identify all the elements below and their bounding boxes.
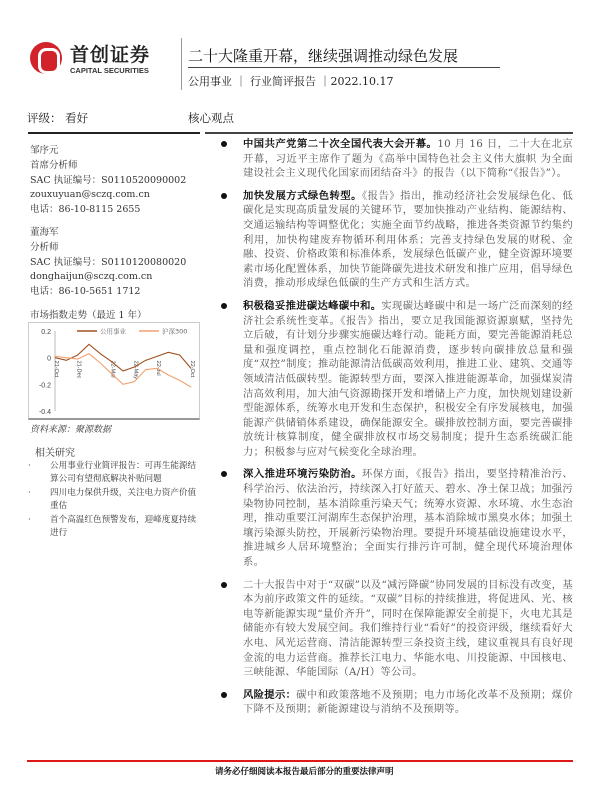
x-tick-label: 22-May [132, 360, 139, 380]
chart-source: 资料来源：聚源数据 [30, 425, 112, 435]
data-point [179, 355, 180, 356]
footer-disclaimer: 请务必仔细阅读本报告最后部分的重要法律声明 [215, 767, 394, 777]
analyst-title: 分析师 [30, 241, 59, 253]
analyst-list [30, 144, 202, 308]
x-tick-label: 21-Dec [75, 360, 82, 379]
analyst-card [30, 144, 202, 218]
risk-warning [221, 688, 573, 717]
bullet-icon: · [28, 461, 31, 471]
legend-label: 沪深300 [162, 327, 188, 336]
y-tick-label: -0.2 [38, 382, 51, 390]
data-point [123, 384, 124, 385]
report-subtitle: 公用事业 ｜ 行业简评报告 ｜2022.10.17 [188, 75, 394, 88]
related-title: 相关研究 [35, 448, 75, 459]
analyst-sac: SAC 执证编号：S0110520090002 [30, 174, 187, 186]
data-point [100, 363, 101, 364]
key-point-text: 实现碳达峰碳中和是一场广泛而深刻的经济社会系统性变革。《报告》指出，要立足我国能源资源禀赋，坚持先立后破，有计划分步骤实施碳达峰行动。能耗方面，要完善能源消耗总量和强度调控，重点控制化石能源消费，逐步转向碳排放总量和强度“双控”制度；推动能源清洁低碳高效利用，推进工业、建筑、交通等领域清洁低碳转型。能源转型方面，要深入推进能源革命，加强煤炭清洁高效利用，加大油气资源勘探开发和增储上产力度，加快规划建设新型能源体系，统筹水电开发和生态保护，积极安全有序发展核电，加强能源产供储销体系建设，确保能源安全。碳排放控制方面，要完善碳排放统计核算制度，健全碳排放权市场交易制度；提升生态系统碳汇能力；积极参与应对气候变化全球治理。 [243, 299, 573, 458]
bullet-icon [221, 303, 227, 309]
analyst-email[interactable]: zouxuyuan@sczq.com.cn [30, 189, 150, 201]
y-tick-label: 0.2 [41, 329, 51, 336]
analyst-email[interactable]: donghaijun@sczq.com.cn [30, 271, 153, 283]
series-line [55, 344, 191, 371]
data-point [145, 369, 146, 370]
data-point [157, 356, 158, 357]
key-point-heading: 深入推进环境污染防治。 [243, 468, 362, 481]
data-point [66, 357, 67, 358]
logo-text-cn: 首创证券 [70, 44, 151, 66]
key-point [221, 467, 573, 569]
related-item[interactable] [28, 487, 203, 513]
related-item-text[interactable]: 首个高温红色预警发布，迎峰度夏持续进行 [50, 515, 197, 538]
x-tick-label: 22-Mar [109, 360, 116, 379]
related-item-text[interactable]: 四川电力保供升级，关注电力资产价值重估 [50, 488, 197, 511]
chart-svg [29, 323, 199, 418]
data-point [77, 355, 78, 356]
right-rule [205, 132, 573, 134]
data-point [134, 381, 135, 382]
key-point [221, 578, 573, 680]
key-point [221, 189, 573, 291]
bullet-icon [221, 692, 227, 698]
footer-rule [27, 760, 573, 762]
analyst-card [30, 226, 202, 300]
key-point-text: 碳中和政策落地不及预期；电力市场化改革不及预期；煤价下降不及预期；新能源建设与消纳不及预期等。 [243, 688, 573, 716]
key-point-text: 《报告》指出，推动经济社会发展绿色化、低碳化是实现高质量发展的关键环节，要加快推动产业结构、能源结构、交通运输结构等调整优化；实施全面节约战略，推进各类资源节约集约利用，加快构建废弃物循环利用体系；完善支持绿色发展的财税、金融、投资、价格政策和标准体系，发展绿色低碳产业，健全资源环境要素市场化配置体系，加快节能降碳先进技术研发和推广应用，倡导绿色消费，推动形成绿色低碳的生产方式和生活方式。 [243, 189, 573, 290]
data-point [55, 356, 56, 357]
company-logo [30, 40, 170, 78]
rating-label: 评级： [27, 111, 62, 125]
data-point [191, 368, 192, 369]
key-point-text: 10 月 16 日，二十大在北京开幕，习近平主席作了题为《高举中国特色社会主义伟大旗帜 为全面建设社会主义现代化国家而团结奋斗》的报告（以下简称“《报告》”）。 [243, 138, 573, 180]
data-point [77, 359, 78, 360]
analyst-title: 首席分析师 [30, 159, 78, 171]
related-item-text[interactable]: 公用事业行业简评报告：可再生能源结算公司有望彻底解决补贴问题 [50, 461, 197, 484]
data-point [123, 371, 124, 372]
x-tick-label: 22-Jul [155, 360, 161, 376]
analyst-name: 邹序元 [30, 145, 59, 156]
logo-mark-icon [30, 42, 62, 74]
data-point [157, 368, 158, 369]
data-point [168, 352, 169, 353]
key-point-heading: 风险提示： [243, 688, 297, 701]
data-point [100, 353, 101, 354]
key-point-text: 环保方面，《报告》指出，要坚持精准治污、科学治污、依法治污，持续深入打好蓝天、碧水、净土保卫战；加强污染物协同控制，基本消除重污染天气；统筹水资源、水环境、水生态治理，推动重要江河湖库生态保护治理，基本消除城市黑臭水体；加强土壤污染源头防控，开展新污染物治理。要提升环境基础设施建设水平，推进城乡人居环境整治；全面实行排污许可制，健全现代环境治理体系。 [243, 468, 573, 569]
data-point [89, 344, 90, 345]
left-rule [28, 132, 200, 134]
data-point [111, 361, 112, 362]
key-point-heading: 积极稳妥推进碳达峰碳中和。 [243, 299, 382, 312]
related-list [28, 460, 203, 541]
header-divider [181, 38, 182, 90]
title-rule [188, 67, 500, 68]
bullet-icon: · [28, 488, 31, 498]
y-tick-label: 0 [47, 355, 51, 363]
chart-title: 市场指数走势（最近 1 年） [30, 310, 147, 321]
bullet-icon [221, 141, 227, 147]
bullet-icon: · [28, 515, 31, 525]
analyst-phone: 电话：86-10-8115 2655 [30, 204, 141, 216]
data-point [55, 357, 56, 358]
related-item[interactable] [28, 514, 203, 540]
data-point [89, 353, 90, 354]
rating [27, 110, 88, 126]
rating-value: 看好 [65, 111, 89, 125]
report-title: 二十大隆重开幕，继续强调推动绿色发展 [188, 47, 459, 65]
x-tick-label: 22-Oct [189, 360, 195, 378]
data-point [134, 367, 135, 368]
x-tick-label: 21-Oct [53, 360, 59, 378]
data-point [168, 375, 169, 376]
data-point [191, 387, 192, 388]
key-points [221, 137, 573, 725]
y-tick-label: -0.4 [38, 409, 51, 416]
bullet-icon [221, 193, 227, 199]
core-title: 核心观点 [188, 111, 234, 125]
key-point-heading: 加快发展方式绿色转型。 [243, 189, 362, 202]
data-point [66, 360, 67, 361]
related-item[interactable] [28, 460, 203, 486]
data-point [179, 380, 180, 381]
key-point [221, 299, 573, 460]
bullet-icon [221, 582, 227, 588]
data-point [111, 373, 112, 374]
key-point-text: 二十大报告中对于“双碳”以及“减污降碳”协同发展的目标没有改变，基本为前序政策文件的延续。“双碳”目标的持续推进，将促进风、光、核电等新能源实现“量价齐升”，同时在保障能源安全前提下，火电尤其是储能亦有较大发展空间。我们维持行业“看好”的投资评级，继续看好大水电、风光运营商、清洁能源转型三条投资主线，建议重视具有良好现金流的电力运营商。推荐长江电力、华能水电、川投能源、中国核电、三峡能源、华能国际（A/H）等公司。 [243, 578, 573, 679]
key-point-heading: 中国共产党第二十次全国代表大会开幕。 [243, 138, 438, 150]
data-point [145, 360, 146, 361]
bullet-icon [221, 471, 227, 477]
key-point [221, 137, 573, 181]
analyst-name: 董海军 [30, 226, 59, 238]
market-chart [28, 322, 200, 420]
legend-label: 公用事业 [100, 327, 126, 336]
analyst-sac: SAC 执证编号：S0110120080020 [30, 256, 187, 268]
analyst-phone: 电话：86-10-5651 1712 [30, 286, 141, 298]
logo-text-en: CAPITAL SECURITIES [70, 66, 149, 75]
